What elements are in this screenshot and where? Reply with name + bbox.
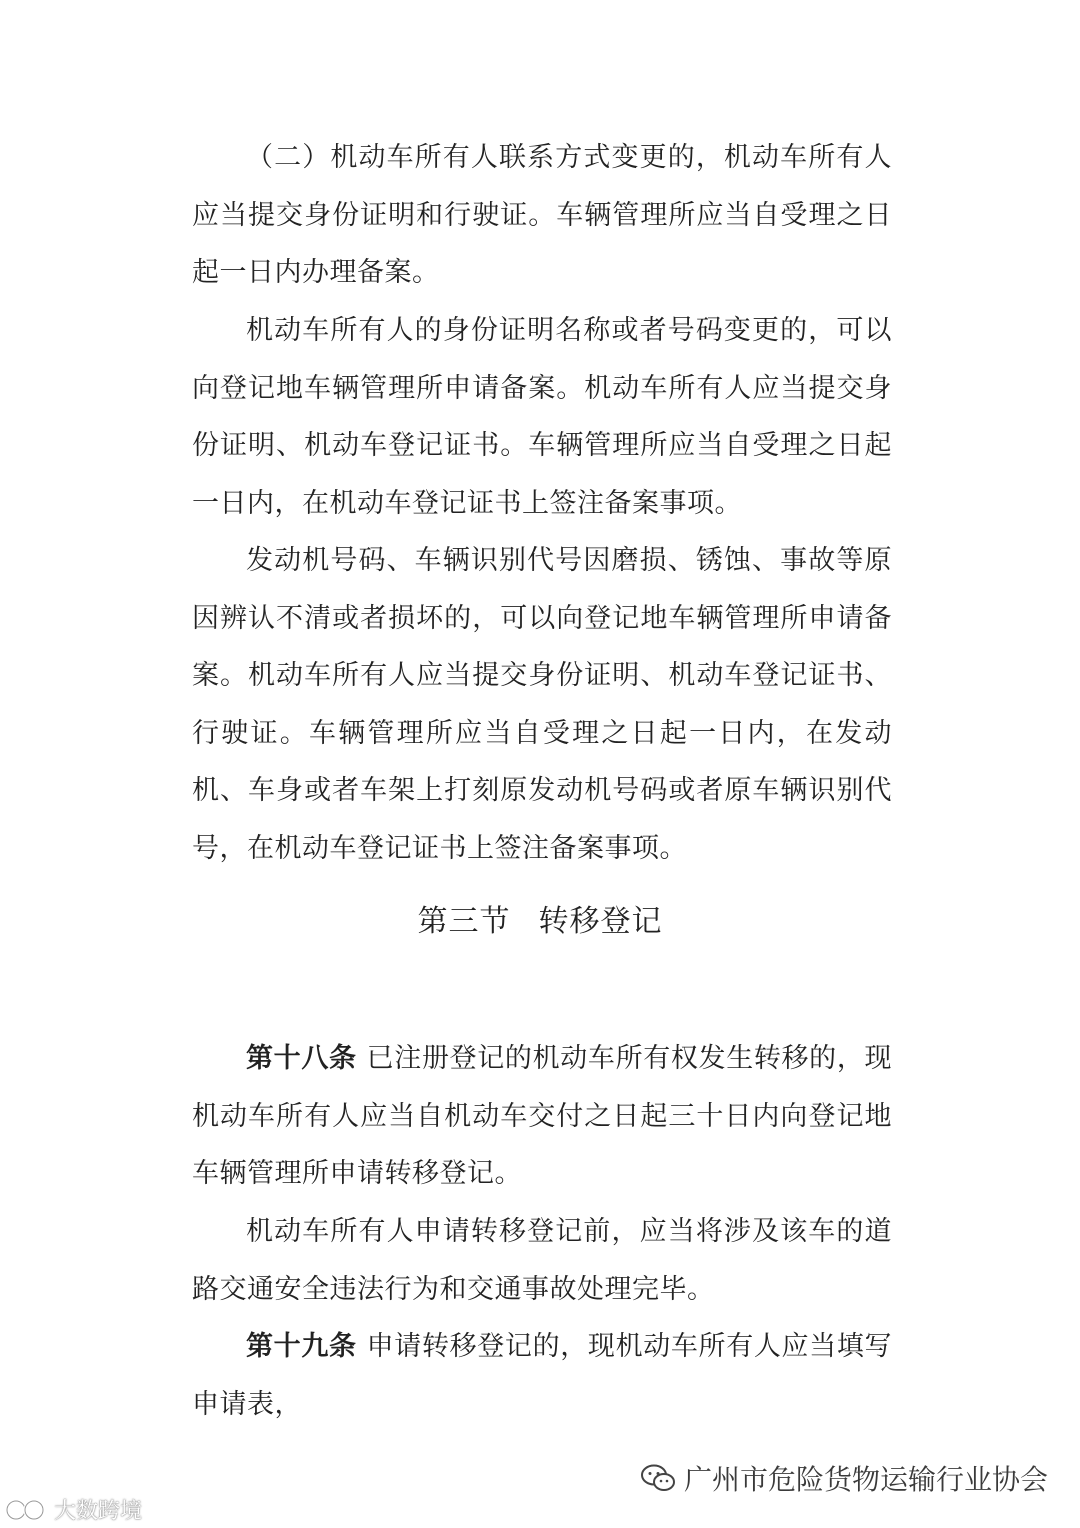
- article-text: 已注册登记的机动车所有权发生转移的，现机动车所有人应当自机动车交付之日起三十日内向登记地车辆管理所申请转移登记。: [192, 1043, 893, 1189]
- section-heading: [0, 896, 1080, 940]
- article-text: 申请转移登记的，现机动车所有人应当填写申请表，: [192, 1331, 893, 1420]
- article-label: 第十八条: [246, 1043, 357, 1074]
- article-19: [192, 1318, 892, 1433]
- wechat-account-watermark: [640, 1458, 1048, 1498]
- article-18-paragraph-2: [192, 1203, 892, 1318]
- brand-logo-icon: [4, 1497, 50, 1523]
- section-title: 转移登记: [538, 904, 663, 939]
- paragraph-engine-number: 发动机号码、车辆识别代号因磨损、锈蚀、事故等原因辨认不清或者损坏的，可以向登记地车辆管理所申请备案。机动车所有人应当提交身份证明、机动车登记证书、行驶证。车辆管理所应当自受理之日起一日内，在发动机、车身或者车架上打刻原发动机号码或者原车辆识别代号，在机动车登记证书上签注备案事项。: [192, 545, 892, 864]
- wechat-account-name: 广州市危险货物运输行业协会: [683, 1463, 1048, 1496]
- paragraph-id-change: 机动车所有人的身份证明名称或者号码变更的，可以向登记地车辆管理所申请备案。机动车所有人应当提交身份证明、机动车登记证书。车辆管理所应当自受理之日起一日内，在机动车登记证书上签注备案事项。: [192, 315, 892, 519]
- paragraph-contact-change: （二）机动车所有人联系方式变更的，机动车所有人应当提交身份证明和行驶证。车辆管理所应当自受理之日起一日内办理备案。: [192, 142, 892, 288]
- article-text: 机动车所有人申请转移登记前，应当将涉及该车的道路交通安全违法行为和交通事故处理完毕。: [192, 1216, 892, 1305]
- brand-watermark: [4, 1494, 142, 1525]
- section-number: 第三节: [417, 904, 511, 939]
- article-18: [192, 1030, 892, 1203]
- brand-name: 大数跨境: [54, 1499, 143, 1524]
- article-label: 第十九条: [246, 1331, 357, 1362]
- wechat-icon: [640, 1463, 676, 1493]
